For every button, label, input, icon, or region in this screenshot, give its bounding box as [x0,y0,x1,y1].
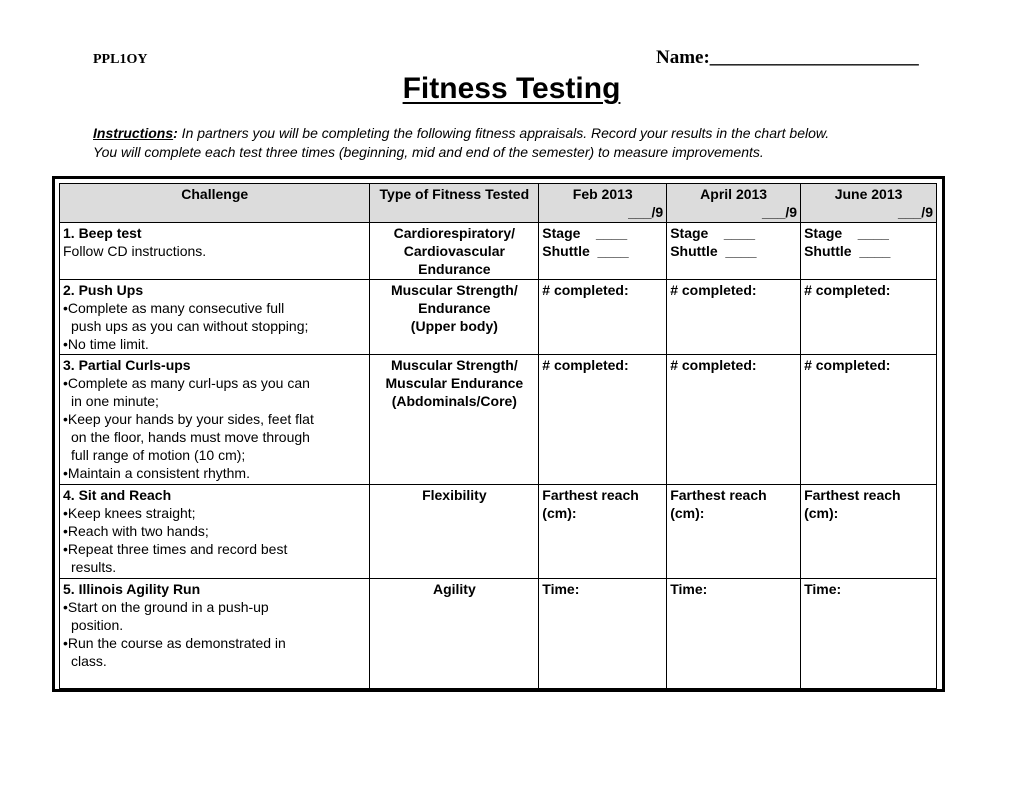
challenge-cell [60,280,370,355]
bullet-item: • Complete as many curl-ups as you can [63,374,366,392]
result-cell-june[interactable] [801,485,937,579]
result-cell-june[interactable] [801,579,937,689]
bullet-continuation: on the floor, hands must move through [71,429,310,445]
result-cell-feb[interactable] [539,280,667,355]
result-label: Farthest reach (cm): [670,487,767,521]
bullet-continuation: push ups as you can without stopping; [71,318,309,334]
bullet-item: • Keep your hands by your sides, feet flat [63,410,366,428]
result-label: # completed: [670,282,757,298]
fitness-type-cell: Flexibility [370,485,539,579]
bullet-item: • No time limit. [63,335,366,353]
result-cell-june[interactable] [801,223,937,280]
header-april-label: April 2013 [700,186,768,202]
challenge-cell [60,355,370,485]
result-cell-june[interactable] [801,355,937,485]
table-row [60,485,937,579]
stage-label: Stage ____ [542,225,628,241]
result-label: Farthest reach (cm): [804,487,901,521]
bullet-item: • Start on the ground in a push-up [63,598,366,616]
challenge-title: 4. Sit and Reach [63,487,172,503]
challenge-cell [60,485,370,579]
result-label: Time: [804,581,842,597]
result-cell-april[interactable] [667,280,801,355]
result-label: # completed: [804,282,891,298]
fitness-type-cell: Cardiorespiratory/ Cardiovascular Endurance [370,223,539,280]
header-june-score: ___/9 [897,204,933,220]
table-row [60,355,937,485]
page-title [0,72,1023,106]
header-june-label: June 2013 [834,186,903,202]
bullet-continuation: position. [71,617,124,633]
instructions-label: Instructions [93,125,174,141]
result-label: # completed: [804,357,891,373]
header-april-score: ___/9 [762,204,798,220]
result-label: Time: [670,581,708,597]
table-row [60,579,937,689]
challenge-cell [60,579,370,689]
table-row [60,280,937,355]
challenge-title: 3. Partial Curls-ups [63,357,191,373]
challenge-title: 2. Push Ups [63,282,144,298]
result-cell-april[interactable] [667,355,801,485]
challenge-cell [60,223,370,280]
result-cell-feb[interactable] [539,355,667,485]
instructions [93,124,953,162]
header-feb-label: Feb 2013 [572,186,633,202]
bullet-item: • Keep knees straight; [63,504,366,522]
instructions-line-2: You will complete each test three times (beginning, mid and end of the semester) to measure improvements. [93,144,764,160]
instructions-line-1: In partners you will be completing the following fitness appraisals. Record your results in the chart below. [177,125,830,141]
result-cell-feb[interactable] [539,223,667,280]
stage-label: Stage ____ [670,225,756,241]
result-label: Time: [542,581,580,597]
result-cell-feb[interactable] [539,579,667,689]
result-label: Farthest reach (cm): [542,487,639,521]
fitness-type-sub: (Upper body) [410,318,498,334]
shuttle-label: Shuttle ____ [670,243,757,259]
bullet-item: • Maintain a consistent rhythm. [63,464,366,482]
fitness-type-text: Muscular Strength/ Endurance [390,282,518,316]
stage-label: Stage ____ [804,225,889,241]
shuttle-label: Shuttle ____ [804,243,891,259]
result-cell-june[interactable] [801,280,937,355]
course-code: PPL1OY [93,52,148,67]
shuttle-label: Shuttle ____ [542,243,629,259]
table-row [60,223,937,280]
fitness-table-frame [52,176,945,692]
page-title-text: Fitness Testing [402,72,621,105]
result-cell-april[interactable] [667,223,801,280]
result-label: # completed: [542,357,629,373]
result-cell-april[interactable] [667,485,801,579]
bullet-item: • Reach with two hands; [63,522,366,540]
fitness-type-cell: Muscular Strength/ Muscular Endurance (Abdominals/Core) [370,355,539,485]
result-cell-april[interactable] [667,579,801,689]
bullet-continuation: results. [71,559,117,575]
fitness-type-cell [370,280,539,355]
name-field-label: Name:______________________ [656,47,919,68]
bullet-item: • Repeat three times and record best [63,540,366,558]
header-april [667,184,801,223]
result-label: # completed: [542,282,629,298]
instructions-colon: : [173,125,178,141]
bullet-continuation: class. [71,653,107,669]
fitness-type-cell: Agility [370,579,539,689]
header-june [801,184,937,223]
challenge-title: 5. Illinois Agility Run [63,581,201,597]
challenge-title: 1. Beep test [63,225,142,241]
header-feb-score: ___/9 [628,204,664,220]
table-header-row [60,184,937,223]
bullet-item: • Run the course as demonstrated in [63,634,366,652]
result-cell-feb[interactable] [539,485,667,579]
challenge-desc: Follow CD instructions. [63,243,207,259]
header-feb [539,184,667,223]
bullet-continuation: in one minute; [71,393,159,409]
fitness-table [59,183,937,689]
bullet-continuation: full range of motion (10 cm); [71,447,246,463]
header-challenge: Challenge [60,184,370,223]
bullet-item: • Complete as many consecutive full [63,299,366,317]
result-label: # completed: [670,357,757,373]
header-type: Type of Fitness Tested [370,184,539,223]
